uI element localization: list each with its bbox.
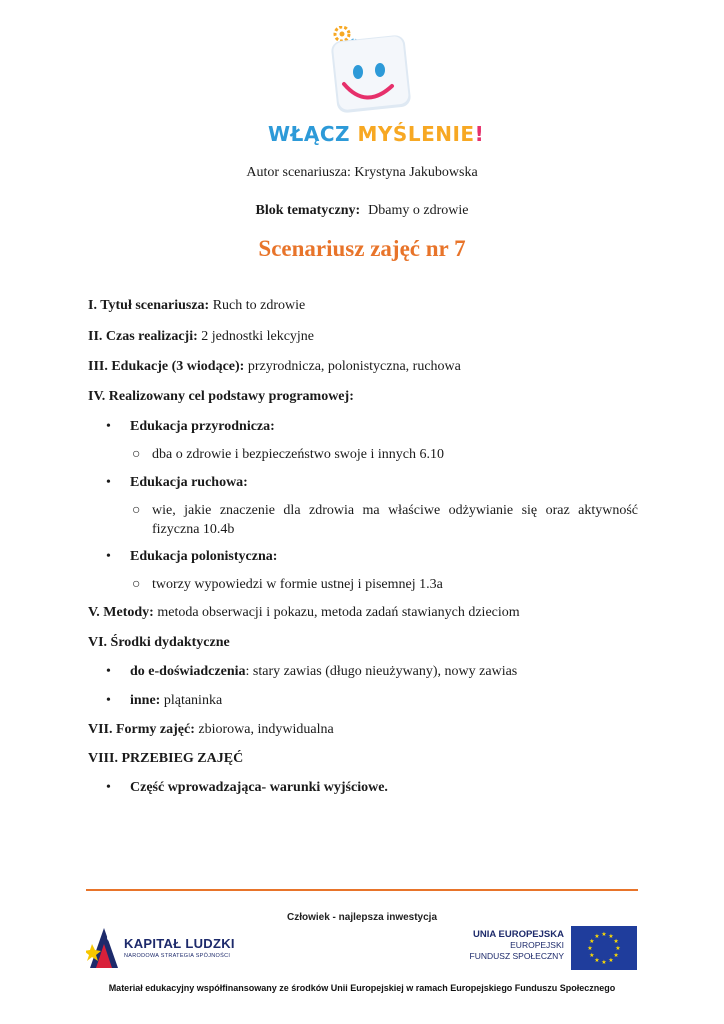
section-methods-label: V. Metody: [88,605,154,620]
bullet-icon: • [106,693,111,708]
eu-star-icon: ★ [608,958,614,965]
eu-star-icon: ★ [601,932,607,938]
bullet-icon: • [106,475,111,490]
eu-star-icon: ★ [613,939,619,945]
bullet-icon: • [106,549,111,564]
section-curriculum-goal-label: IV. Realizowany cel podstawy programowej: [88,389,354,404]
eu-social-fund-text [470,929,564,962]
section-duration [88,327,638,346]
thematic-block-line [0,203,724,219]
thematic-block-value: Dbamy o zdrowie [368,203,469,218]
section-duration-value: 2 jednostki lekcyjne [197,329,315,344]
logo-word-2: MYŚLENIE [357,122,475,146]
kapital-ludzki-title: KAPITAŁ LUDZKI [124,936,235,951]
eu-star-icon: ★ [613,953,619,959]
section-title-value: Ruch to zdrowie [209,298,306,313]
eu-star-icon: ★ [601,960,607,966]
section-teaching-aids [88,633,638,652]
kapital-ludzki-logo [86,922,246,974]
list-item-label: Edukacja polonistyczna: [130,549,278,564]
eu-line-3: FUNDUSZ SPOŁECZNY [469,951,564,961]
list-item-label: do e-doświadczenia [130,664,246,679]
eu-star-icon: ★ [589,939,595,945]
wlacz-myslenie-logo [268,6,485,151]
sub-list-item-text: dba o zdrowie i bezpieczeństwo swoje i innych 6.10 [152,447,444,462]
section-methods-value: metoda obserwacji i pokazu, metoda zadań stawianych dzieciom [153,605,520,620]
bullet-icon: • [106,664,111,679]
logo-exclamation: ! [474,122,485,146]
eu-star-icon: ★ [594,933,600,940]
bullet-icon: • [106,419,111,434]
eu-star-icon: ★ [615,946,621,952]
section-duration-label: II. Czas realizacji: [88,329,198,344]
author-line: Autor scenariusza: Krystyna Jakubowska [246,165,478,180]
section-title-label: I. Tytuł scenariusza: [88,298,210,313]
list-item-label: Edukacja ruchowa: [130,475,248,490]
section-educations-label: III. Edukacje (3 wiodące): [88,359,245,374]
eu-star-icon: ★ [608,933,614,940]
cofinancing-note: Materiał edukacyjny współfinansowany ze środków Unii Europejskiej w ramach Europejskiego Funduszu Społecznego [108,983,616,993]
footer-divider [86,889,638,891]
kapital-ludzki-emblem-icon [86,924,122,974]
eu-star-icon: ★ [594,958,600,965]
logo-wordmark [268,122,485,146]
eu-title: UNIA EUROPEJSKA [473,929,564,940]
smiley-face-icon [330,26,414,118]
list-item-label: inne: [130,693,161,708]
section-educations [88,357,638,376]
eu-star-icon: ★ [587,946,593,952]
logo-word-1: WŁĄCZ [268,122,351,146]
list-item-label: Edukacja przyrodnicza: [130,419,275,434]
bullet-icon: • [106,780,111,795]
section-educations-value: przyrodnicza, polonistyczna, ruchowa [244,359,461,374]
section-forms-label: VII. Formy zajęć: [88,722,195,737]
list-item-text [130,691,222,710]
section-methods [88,603,638,622]
section-teaching-aids-label: VI. Środki dydaktyczne [88,635,230,650]
section-curriculum-goal [88,387,638,406]
list-item-label: Część wprowadzająca- warunki wyjściowe. [130,780,388,795]
section-lesson-course [88,749,638,768]
section-forms [88,720,638,739]
section-title [88,296,638,315]
list-item-value: : stary zawias (długo nieużywany), nowy zawias [245,664,518,679]
sub-list-item-text: wie, jakie znaczenie dla zdrowia ma właściwe odżywianie się oraz aktywność fizyczna 10.4b [152,503,638,537]
thematic-block-label: Blok tematyczny: [255,203,361,218]
sub-bullet-icon: ○ [132,503,141,518]
sub-list-item-text: tworzy wypowiedzi w formie ustnej i pisemnej 1.3a [152,577,443,592]
footer-slogan: Człowiek - najlepsza inwestycja [286,912,438,923]
kapital-ludzki-subtitle: NARODOWA STRATEGIA SPÓJNOŚCI [124,953,231,959]
eu-star-icon: ★ [589,953,595,959]
list-item-value: plątaninka [160,693,223,708]
sub-bullet-icon: ○ [132,447,141,462]
sub-bullet-icon: ○ [132,577,141,592]
eu-line-2: EUROPEJSKI [510,940,564,950]
list-item-text [130,662,517,681]
eu-flag-icon [571,926,637,970]
page-title: Scenariusz zajęć nr 7 [258,236,466,261]
section-lesson-course-label: VIII. PRZEBIEG ZAJĘĆ [88,751,244,766]
section-forms-value: zbiorowa, indywidualna [194,722,334,737]
